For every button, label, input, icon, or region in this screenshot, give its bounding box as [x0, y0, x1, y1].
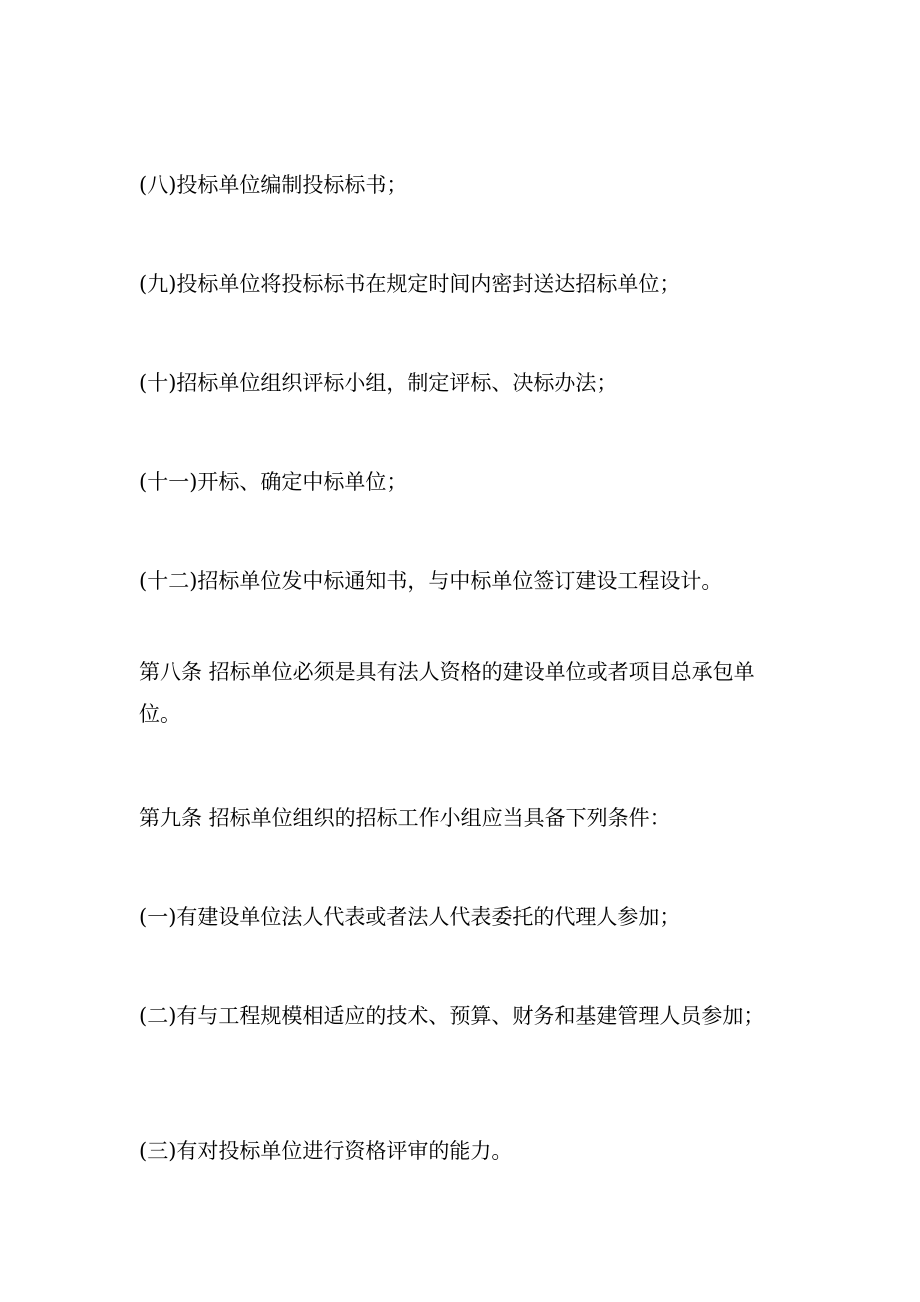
article-9: 第九条 招标单位组织的招标工作小组应当具备下列条件： — [139, 806, 671, 830]
paragraph-item-9: (九)投标单位将投标标书在规定时间内密封送达招标单位； — [139, 272, 681, 296]
article-8: 第八条 招标单位必须是具有法人资格的建设单位或者项目总承包单位。 — [139, 660, 755, 726]
paragraph-item-8: (八)投标单位编制投标标书； — [139, 173, 408, 197]
condition-item-2: (二)有与工程规模相适应的技术、预算、财务和基建管理人员参加； — [139, 1004, 765, 1028]
paragraph-item-12: (十二)招标单位发中标通知书，与中标单位签订建设工程设计。 — [139, 569, 723, 593]
paragraph-item-11: (十一)开标、确定中标单位； — [139, 470, 408, 494]
condition-item-1: (一)有建设单位法人代表或者法人代表委托的代理人参加； — [139, 905, 681, 929]
paragraph-item-10: (十)招标单位组织评标小组，制定评标、决标办法； — [139, 371, 618, 395]
condition-item-3: (三)有对投标单位进行资格评审的能力。 — [139, 1139, 513, 1163]
